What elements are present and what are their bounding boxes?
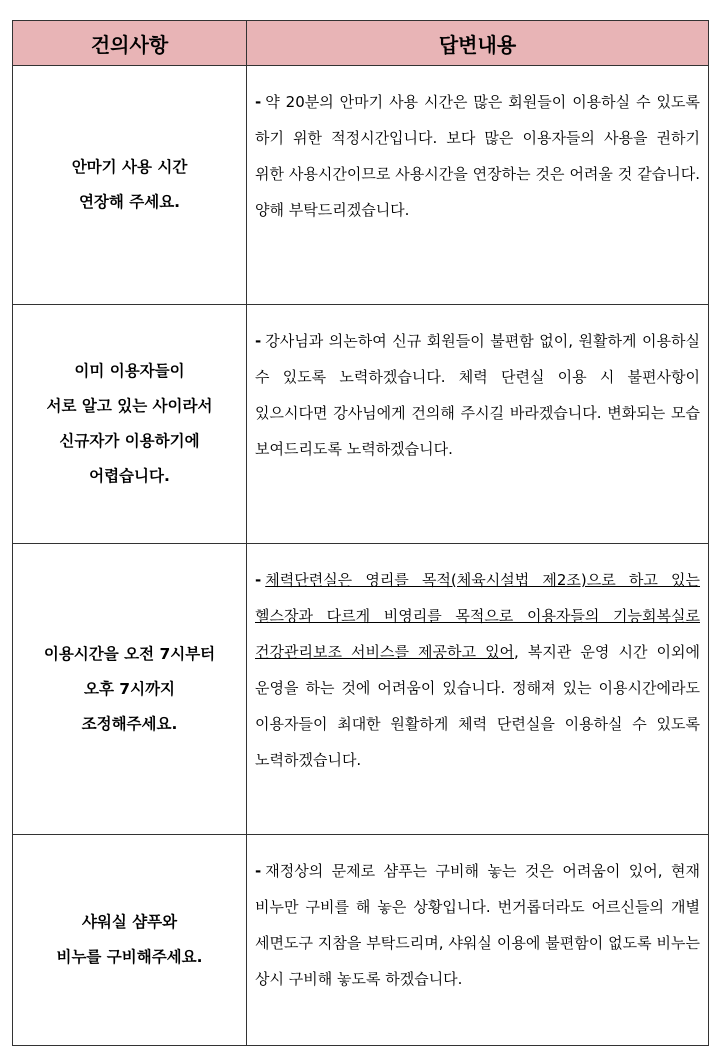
answer-dash: - bbox=[255, 332, 262, 350]
header-answer: 답변내용 bbox=[247, 21, 709, 66]
question-line: 연장해 주세요. bbox=[78, 193, 181, 211]
question-line: 이미 이용자들이 bbox=[74, 362, 185, 380]
question-cell bbox=[13, 305, 247, 544]
answer-cell bbox=[247, 544, 709, 835]
answer-dash: - bbox=[255, 862, 262, 880]
table-row bbox=[13, 544, 709, 835]
answer-dash: - bbox=[255, 93, 262, 111]
header-question: 건의사항 bbox=[13, 21, 247, 66]
answer-underlined-text: 체력단련실은 영리를 목적(체육시설법 제2조)으로 하고 있는 헬스장과 다르게 비영리를 목적으로 이용자들의 기능회복실로 건강관리보조 서비스를 제공하고 있어 bbox=[255, 571, 700, 661]
table-row bbox=[13, 835, 709, 1046]
question-line: 오후 7시까지 bbox=[83, 679, 176, 698]
question-line: 이용시간을 오전 7시부터 bbox=[43, 644, 216, 663]
qa-table bbox=[12, 20, 709, 1046]
question-cell bbox=[13, 835, 247, 1046]
question-line: 샤워실 샴푸와 bbox=[81, 913, 178, 931]
answer-text: 강사님과 의논하여 신규 회원들이 불편함 없이, 원활하게 이용하실 수 있도록 노력하겠습니다. 체력 단련실 이용 시 불편사항이 있으시다면 강사님에게 건의해 주시길 바라겠습니다. 변화되는 모습 보여드리도록 노력하겠습니다. bbox=[255, 332, 700, 458]
question-line: 안마기 사용 시간 bbox=[71, 158, 188, 176]
answer-dash: - bbox=[255, 571, 262, 589]
answer-text: 약 20분의 안마기 사용 시간은 많은 회원들이 이용하실 수 있도록 하기 위한 적정시간입니다. 보다 많은 이용자들의 사용을 권하기 위한 사용시간이므로 사용시간을 연장하는 것은 어려울 것 같습니다. 양해 부탁드리겠습니다. bbox=[255, 93, 700, 219]
question-line: 신규자가 이용하기에 bbox=[59, 432, 200, 450]
question-line: 서로 알고 있는 사이라서 bbox=[46, 397, 213, 415]
table-row bbox=[13, 305, 709, 544]
question-line: 어렵습니다. bbox=[89, 467, 170, 485]
answer-cell bbox=[247, 66, 709, 305]
question-cell bbox=[13, 544, 247, 835]
question-line: 비누를 구비해주세요. bbox=[56, 948, 203, 966]
answer-text: 재정상의 문제로 샴푸는 구비해 놓는 것은 어려움이 있어, 현재 비누만 구비를 해 놓은 상황입니다. 번거롭더라도 어르신들의 개별 세면도구 지참을 부탁드리며, 샤워실 이용에 불편함이 없도록 비누는 상시 구비해 놓도록 하겠습니다. bbox=[255, 862, 700, 988]
question-line: 조정해주세요. bbox=[81, 714, 178, 733]
table-row bbox=[13, 66, 709, 305]
answer-cell bbox=[247, 305, 709, 544]
answer-text: , 복지관 운영 시간 이외에 운영을 하는 것에 어려움이 있습니다. 정해져 있는 이용시간에라도 이용자들이 최대한 원활하게 체력 단련실을 이용하실 수 있도록 노력하겠습니다. bbox=[255, 643, 700, 769]
answer-cell bbox=[247, 835, 709, 1046]
question-cell bbox=[13, 66, 247, 305]
table-header-row bbox=[13, 21, 709, 66]
